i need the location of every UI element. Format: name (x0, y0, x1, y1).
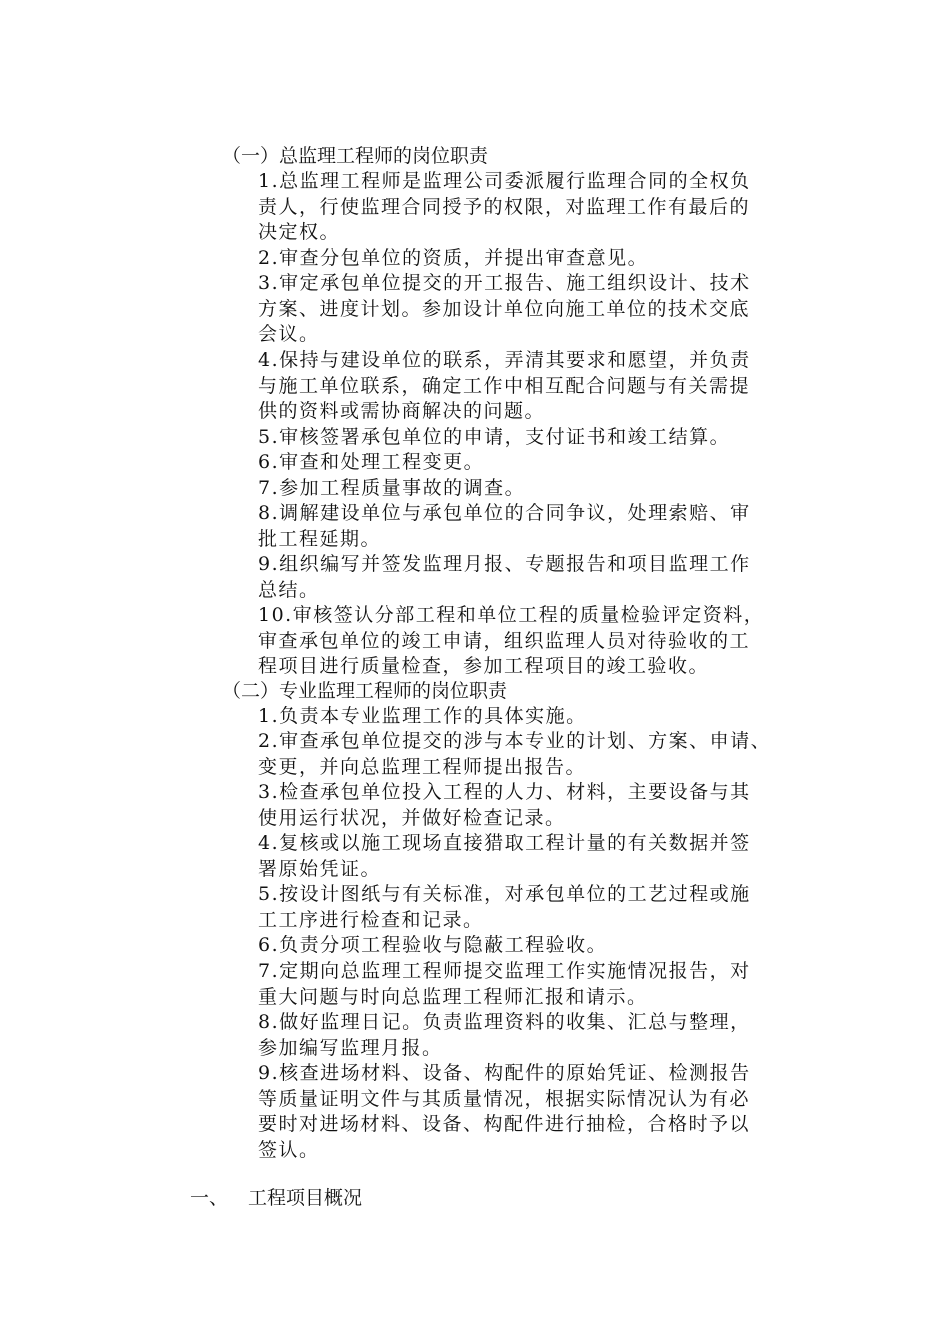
chapter-heading (190, 1185, 362, 1211)
list-item (258, 959, 818, 1010)
list-item (258, 271, 818, 348)
list-item (258, 476, 818, 502)
item-text-line: 方案、进度计划。参加设计单位向施工单位的技术交底 (258, 297, 751, 320)
item-text-line: 6.审查和处理工程变更。 (258, 451, 485, 473)
list-item (258, 831, 818, 882)
list-item (258, 933, 818, 959)
item-text-line: 署原始凭证。 (258, 857, 382, 880)
section-heading-chief-engineer: （一）总监理工程师的岗位职责 (222, 145, 489, 167)
chapter-number: 一、 (190, 1187, 229, 1209)
list-item (258, 780, 818, 831)
item-text-line: 审查承包单位的竣工申请，组织监理人员对待验收的工 (258, 629, 751, 652)
item-text-line: 6.负责分项工程验收与隐蔽工程验收。 (258, 934, 608, 956)
list-item (258, 501, 818, 552)
list-item (258, 348, 818, 425)
item-text-line: 7.参加工程质量事故的调查。 (258, 477, 526, 499)
item-text-line: 要时对进场材料、设备、构配件进行抽检，合格时予以 (258, 1113, 751, 1136)
list-item (258, 552, 818, 603)
list-item (258, 450, 818, 476)
item-text-line: 变更，并向总监理工程师提出报告。 (258, 755, 587, 778)
list-item (258, 425, 818, 451)
item-text-line: 使用运行状况，并做好检查记录。 (258, 806, 566, 829)
list-item (258, 1010, 818, 1061)
item-text-line: 1.总监理工程师是监理公司委派履行监理合同的全权负 (258, 170, 751, 192)
section-heading-specialist-engineer: （二）专业监理工程师的岗位职责 (222, 680, 508, 702)
item-text-line: 10.审核签认分部工程和单位工程的质量检验评定资料， (258, 604, 765, 626)
item-text-line: 签认。 (258, 1138, 320, 1161)
list-item (258, 246, 818, 272)
item-text-line: 工工序进行检查和记录。 (258, 908, 484, 931)
item-text-line: 4.保持与建设单位的联系，弄清其要求和愿望，并负责 (258, 349, 751, 371)
item-text-line: 9.核查进场材料、设备、构配件的原始凭证、检测报告 (258, 1062, 751, 1084)
item-text-line: 7.定期向总监理工程师提交监理工作实施情况报告，对 (258, 960, 751, 982)
item-text-line: 8.调解建设单位与承包单位的合同争议，处理索赔、审 (258, 502, 751, 524)
item-text-line: 等质量证明文件与其质量情况，根据实际情况认为有必 (258, 1087, 751, 1110)
list-item (258, 729, 818, 780)
item-text-line: 总结。 (258, 578, 320, 601)
list-item (258, 1061, 818, 1163)
item-text-line: 责人，行使监理合同授予的权限，对监理工作有最后的 (258, 195, 751, 218)
item-text-line: 2.审查分包单位的资质，并提出审查意见。 (258, 247, 649, 269)
item-text-line: 9.组织编写并签发监理月报、专题报告和项目监理工作 (258, 553, 751, 575)
item-text-line: 5.审核签署承包单位的申请，支付证书和竣工结算。 (258, 426, 731, 448)
item-text-line: 批工程延期。 (258, 527, 382, 550)
item-text-line: 供的资料或需协商解决的问题。 (258, 400, 546, 423)
item-text-line: 5.按设计图纸与有关标准，对承包单位的工艺过程或施 (258, 883, 751, 905)
item-text-line: 4.复核或以施工现场直接猎取工程计量的有关数据并签 (258, 832, 751, 854)
list-item (258, 603, 818, 680)
item-text-line: 决定权。 (258, 221, 341, 244)
item-text-line: 程项目进行质量检查，参加工程项目的竣工验收。 (258, 655, 710, 678)
item-text-line: 与施工单位联系，确定工作中相互配合问题与有关需提 (258, 374, 751, 397)
item-text-line: 8.做好监理日记。负责监理资料的收集、汇总与整理， (258, 1011, 751, 1033)
item-text-line: 3.审定承包单位提交的开工报告、施工组织设计、技术 (258, 272, 751, 294)
item-text-line: 会议。 (258, 323, 320, 346)
chapter-title: 工程项目概况 (248, 1187, 363, 1209)
list-item (258, 882, 818, 933)
list-item (258, 169, 818, 246)
list-item (258, 704, 818, 730)
item-text-line: 参加编写监理月报。 (258, 1036, 443, 1059)
item-text-line: 1.负责本专业监理工作的具体实施。 (258, 705, 587, 727)
item-text-line: 2.审查承包单位提交的涉与本专业的计划、方案、申请、 (258, 730, 772, 752)
item-text-line: 重大问题与时向总监理工程师汇报和请示。 (258, 985, 648, 1008)
item-text-line: 3.检查承包单位投入工程的人力、材料，主要设备与其 (258, 781, 751, 803)
